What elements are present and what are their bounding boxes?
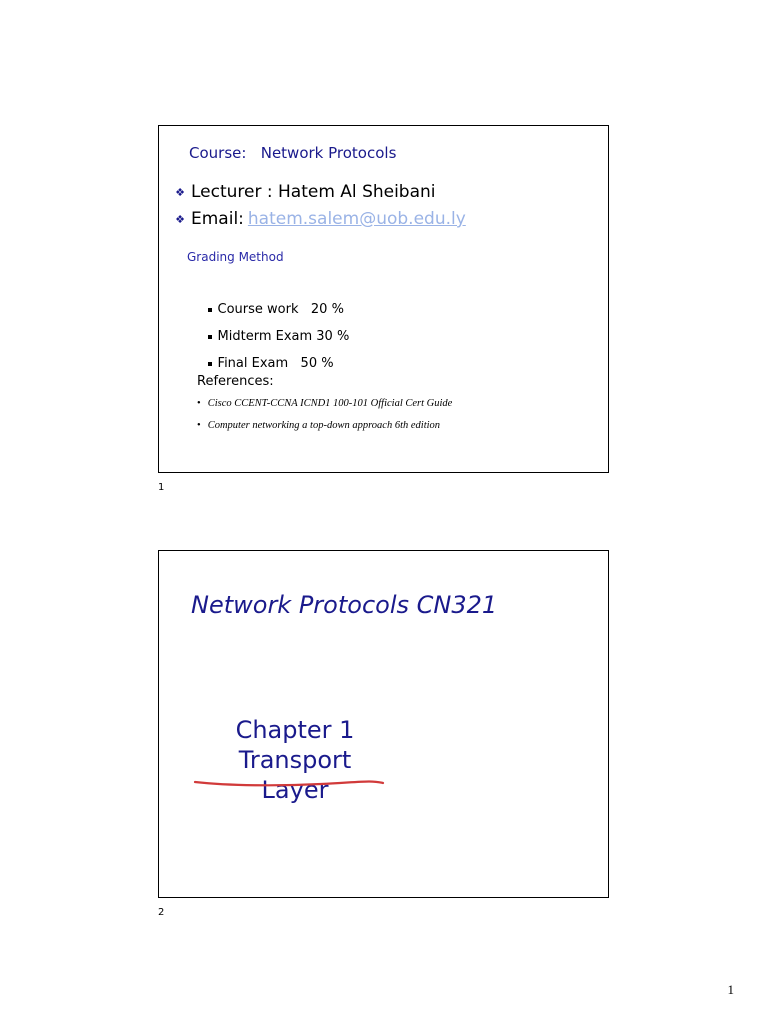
slide-number: 2 bbox=[158, 907, 165, 918]
handwritten-underline-icon bbox=[191, 775, 391, 789]
slide-1 bbox=[158, 125, 609, 473]
grading-heading: Grading Method bbox=[187, 250, 284, 264]
chapter-name: Transport Layer bbox=[238, 746, 352, 804]
square-bullet-icon bbox=[208, 335, 212, 339]
reference-text: Computer networking a top-down approach 6th edition bbox=[207, 420, 441, 431]
lecturer-text: Lecturer : Hatem Al Sheibani bbox=[191, 182, 436, 202]
course-title: Course: Network Protocols bbox=[189, 144, 397, 162]
chapter-heading bbox=[205, 715, 385, 805]
reference-text: Cisco CCENT-CCNA ICND1 100-101 Official Cert Guide bbox=[207, 398, 453, 409]
reference-item bbox=[197, 420, 440, 431]
email-link[interactable]: hatem.salem@uob.edu.ly bbox=[247, 209, 466, 229]
diamond-bullet-icon: ❖ bbox=[175, 212, 185, 226]
slide-2 bbox=[158, 550, 609, 898]
slide-title: Network Protocols CN321 bbox=[191, 591, 498, 619]
dot-bullet-icon: • bbox=[197, 398, 201, 409]
email-line bbox=[169, 209, 466, 229]
reference-item bbox=[197, 398, 452, 409]
email-label: Email: bbox=[191, 209, 244, 229]
references-heading: References: bbox=[197, 374, 274, 389]
square-bullet-icon bbox=[208, 308, 212, 312]
slide-number: 1 bbox=[158, 482, 165, 493]
grading-item-text: Final Exam 50 % bbox=[217, 356, 334, 371]
grading-item-text: Midterm Exam 30 % bbox=[217, 329, 350, 344]
lecturer-line bbox=[169, 182, 436, 202]
diamond-bullet-icon: ❖ bbox=[175, 185, 185, 199]
chapter-number: Chapter 1 bbox=[235, 716, 355, 744]
square-bullet-icon bbox=[208, 362, 212, 366]
page-number: 1 bbox=[727, 982, 734, 997]
dot-bullet-icon: • bbox=[197, 420, 201, 431]
grading-item-text: Course work 20 % bbox=[217, 302, 344, 317]
